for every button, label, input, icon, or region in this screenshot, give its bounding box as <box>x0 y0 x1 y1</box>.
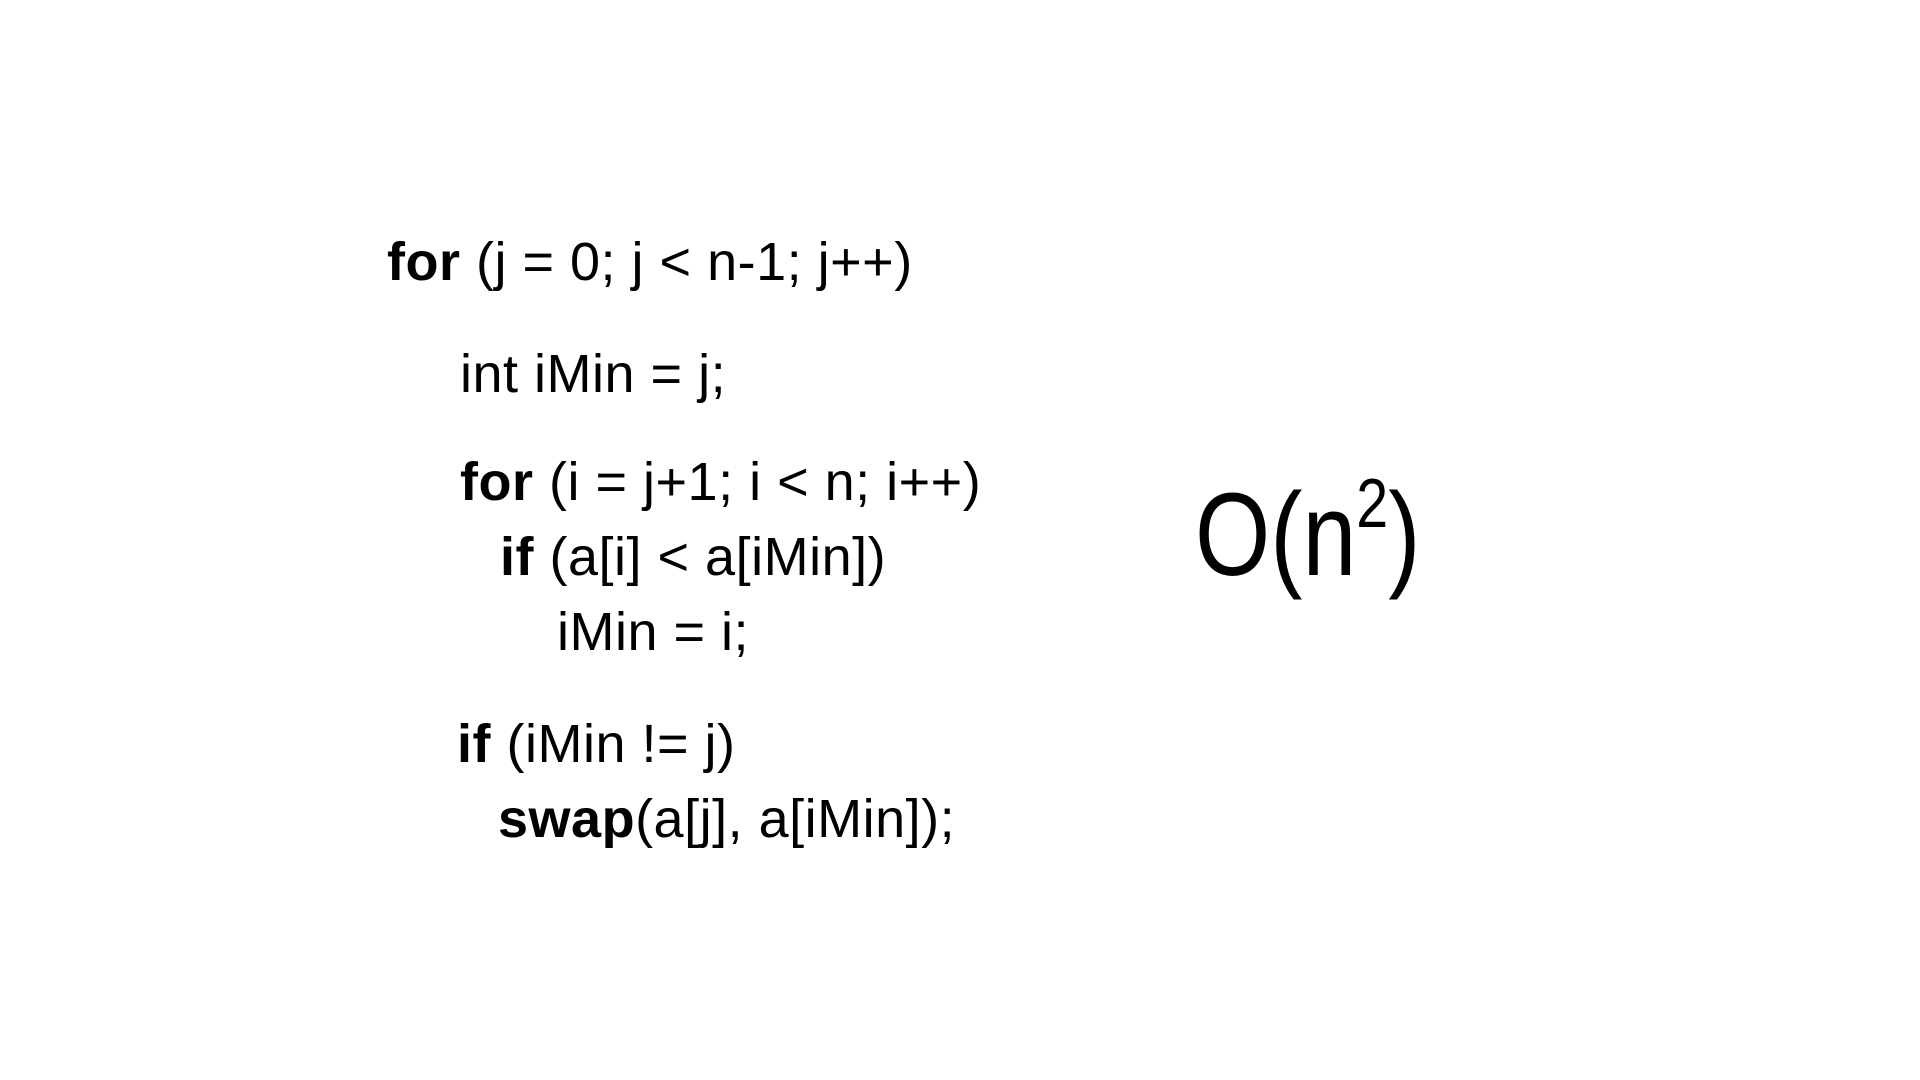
code-line-inner-if <box>500 525 886 589</box>
keyword-if: if <box>500 527 534 587</box>
code-text: (iMin != j) <box>491 714 736 774</box>
code-line-init-imin <box>460 342 726 406</box>
keyword-for: for <box>387 232 461 292</box>
code-line-outer-for <box>387 230 913 294</box>
complexity-exponent: 2 <box>1356 464 1389 542</box>
code-text: (i = j+1; i < n; i++) <box>533 452 982 512</box>
code-line-outer-if <box>457 712 736 776</box>
code-text: int iMin = j; <box>460 344 727 404</box>
code-line-assign-imin <box>557 600 749 664</box>
code-text: (a[j], a[iMin]); <box>635 789 956 849</box>
code-line-inner-for <box>460 450 981 514</box>
keyword-for: for <box>460 452 534 512</box>
code-text: (a[i] < a[iMin]) <box>534 527 887 587</box>
code-text: iMin = i; <box>557 602 750 662</box>
code-text: (j = 0; j < n-1; j++) <box>460 232 913 292</box>
code-line-swap <box>498 787 955 851</box>
complexity-suffix: ) <box>1388 469 1421 601</box>
complexity-label <box>1195 464 1421 616</box>
keyword-if: if <box>457 714 491 774</box>
complexity-prefix: O(n <box>1195 469 1357 601</box>
keyword-swap: swap <box>498 789 636 849</box>
